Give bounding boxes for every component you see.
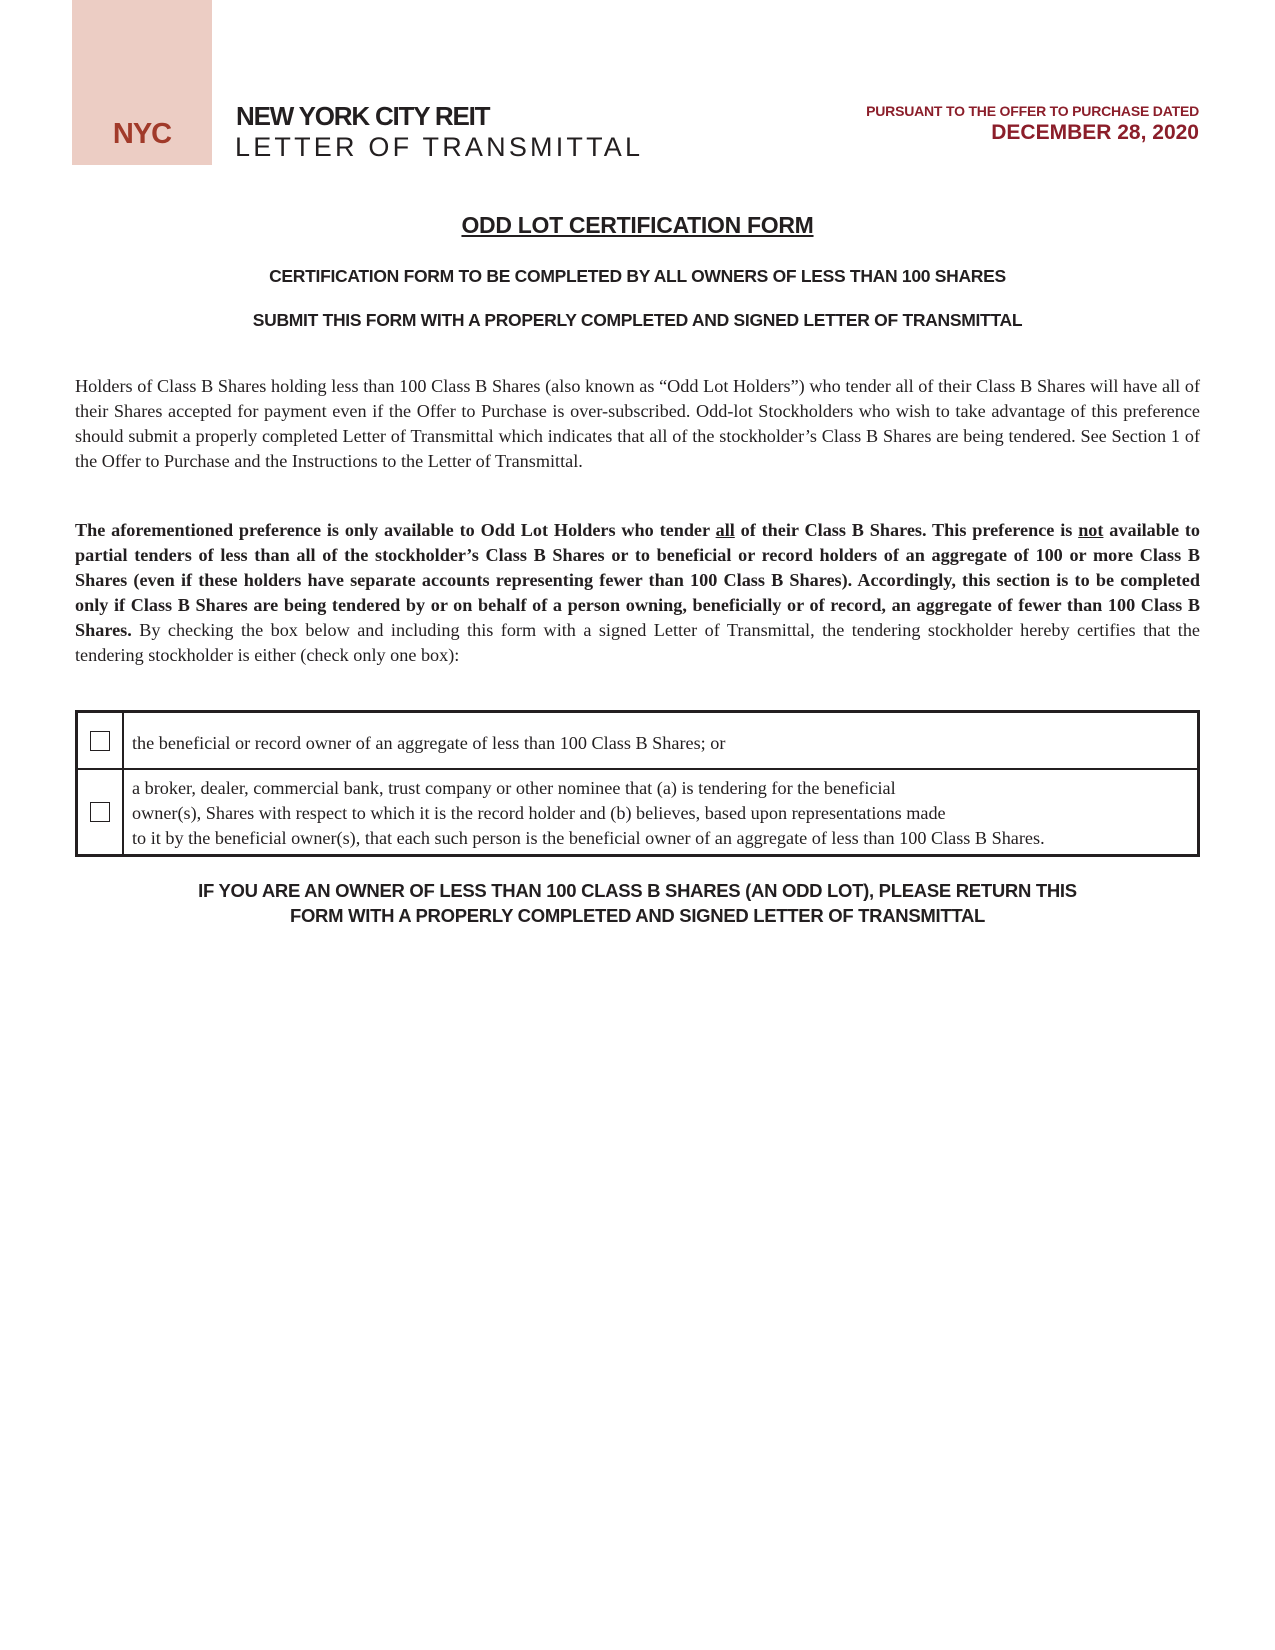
option-checkbox-cell — [77, 712, 124, 770]
certification-options-table — [75, 710, 1200, 857]
return-instructions-line-1: IF YOU ARE AN OWNER OF LESS THAN 100 CLASS B SHARES (AN ODD LOT), PLEASE RETURN THIS — [198, 880, 1077, 901]
option-line: owner(s), Shares with respect to which it is the record holder and (b) believes, based upon representations made — [132, 803, 946, 823]
emphasis-not: not — [1078, 520, 1104, 540]
brand-title: NEW YORK CITY REIT — [236, 101, 490, 131]
option-row — [77, 769, 1199, 856]
option-row — [77, 712, 1199, 770]
logo-block — [72, 0, 212, 165]
subheading-2: SUBMIT THIS FORM WITH A PROPERLY COMPLETED AND SIGNED LETTER OF TRANSMITTAL — [252, 310, 1023, 330]
preference-bold-2: of their Class B Shares. This preference is — [734, 520, 1079, 540]
preference-bold-3: available to partial tenders of less than all of the stockholder’s Class B Shares or to beneficial or record holders of an aggregate of 100 or more Class B Shares (even if these holders have separate accounts representing fewer than 100 Class B Shares). Accordingly, this section is to be completed only if Class B Shares are being tendered by or on behalf of a person owning, beneficially or of record, an aggregate of fewer than 100 Class B Shares. — [75, 520, 1201, 640]
nominee-checkbox[interactable] — [90, 802, 110, 822]
preference-paragraph — [75, 518, 1200, 668]
certification-text: By checking the box below and including this form with a signed Letter of Transmittal, the tendering stockholder hereby certifies that the tendering stockholder is either (check only one box): — [75, 620, 1200, 665]
logo-text: NYC — [112, 118, 172, 150]
emphasis-all: all — [715, 520, 735, 540]
offer-date: DECEMBER 28, 2020 — [991, 121, 1199, 144]
option-line: a broker, dealer, commercial bank, trust company or other nominee that (a) is tendering for the beneficial — [132, 778, 896, 798]
return-instructions — [0, 878, 1275, 928]
beneficial-owner-checkbox[interactable] — [90, 731, 110, 751]
option-line: the beneficial or record owner of an aggregate of less than 100 Class B Shares; or — [132, 732, 726, 753]
intro-paragraph: Holders of Class B Shares holding less than 100 Class B Shares (also known as “Odd Lot Holders”) who tender all of their Class B Shares will have all of their Shares accepted for payment even if the Offer to Purchase is over-subscribed. Odd-lot Stockholders who wish to take advantage of this preference should submit a properly completed Letter of Transmittal which indicates that all of the stockholder’s Class B Shares are being tendered. See Section 1 of the Offer to Purchase and the Instructions to the Letter of Transmittal. — [75, 376, 1200, 471]
option-line: to it by the beneficial owner(s), that each such person is the beneficial owner of an aggregate of less than 100 Class B Shares. — [132, 828, 1045, 848]
subheading-1: CERTIFICATION FORM TO BE COMPLETED BY ALL OWNERS OF LESS THAN 100 SHARES — [269, 266, 1006, 286]
date-prefix: PURSUANT TO THE OFFER TO PURCHASE DATED — [866, 103, 1199, 119]
option-label-nominee — [123, 769, 1199, 856]
return-instructions-line-2: FORM WITH A PROPERLY COMPLETED AND SIGNED LETTER OF TRANSMITTAL — [289, 905, 986, 926]
brand-subtitle: LETTER OF TRANSMITTAL — [235, 132, 644, 162]
option-label-beneficial-owner — [123, 712, 1199, 770]
preference-bold-1: The aforementioned preference is only available to Odd Lot Holders who tender — [75, 520, 716, 540]
option-checkbox-cell — [77, 769, 124, 856]
form-title: ODD LOT CERTIFICATION FORM — [461, 212, 814, 238]
